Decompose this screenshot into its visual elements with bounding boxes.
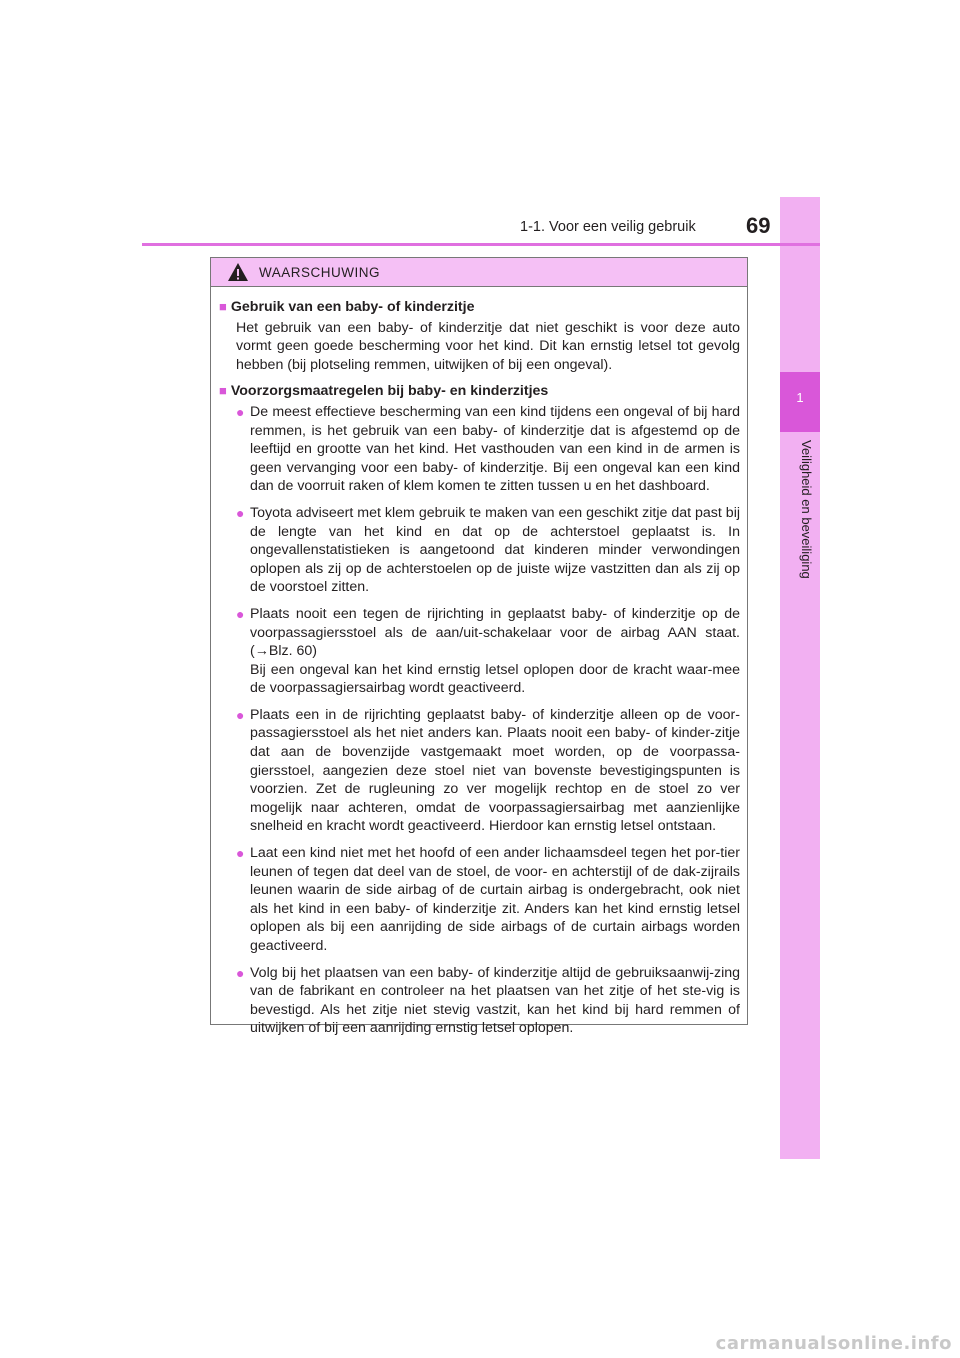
section-title-text: Gebruik van een baby- of kinderzitje [230,299,475,315]
section-paragraph: Het gebruik van een baby- of kinderzitje dat niet geschikt is voor deze auto vormt geen goede bescherming voor het kind. Dit kan ernstig letsel tot gevolg hebben (bij plotseling remmen, uitwijken of bij een ongeval). [236,319,740,373]
header-section-title: 1-1. Voor een veilig gebruik [520,219,696,235]
list-item-text [250,605,740,698]
list-item-text: De meest effectieve bescherming van een kind tijdens een ongeval of bij hard remmen, is het gebruik van een baby- of kinderzitje dat is afgestemd op de leeftijd en grootte van het kind. Het vasthouden van een kind in de armen is geen vervanging voor een baby- of kinderzitje. Bij een ongeval kan een kind dan de voorruit raken of klem komen te zitten tussen u en het dashboard. [250,403,740,495]
section-title-text: Voorzorgsmaatregelen bij baby- en kinderzitjes [230,383,549,400]
list-item [219,403,740,496]
list-item [219,605,740,698]
chapter-number: 1 [796,390,804,405]
section-title [219,382,740,401]
warning-triangle-icon [227,262,249,282]
dot-bullet-icon: ● [236,504,245,521]
list-item [219,844,740,956]
list-item [219,964,740,1038]
dot-bullet-icon: ● [236,706,245,723]
list-item-text-line: Bij een ongeval kan het kind ernstig letsel oplopen door de kracht waar-mee de voorpassagiersairbag wordt geactiveerd. [250,661,740,697]
side-tab [780,197,820,1159]
square-bullet-icon: ■ [219,299,227,314]
dot-bullet-icon: ● [236,964,245,981]
list-item-text: Toyota adviseert met klem gebruik te maken van een geschikt zitje dat past bij de lengte van het kind en dat op de achterstoel geplaatst is. In ongevallenstatistieken is aangetoond dat kinderen minder verwondingen oplopen als zij op de achterstoelen op de juiste wijze vastzitten dan als zij op de voorstoel zitten. [250,504,740,596]
warning-box [210,257,748,1037]
list-item-text: Volg bij het plaatsen van een baby- of kinderzitje altijd de gebruiksaanwij-zing van de fabrikant en controleer na het plaatsen van het zitje of het ste-vig is bevestigd. Als het zitje niet stevig vastzit, kan het kind bij hard remmen of uitwijken of bij een aanrijding ernstig letsel oplopen. [250,964,740,1037]
watermark: carmanualsonline.info [715,1333,952,1354]
chapter-title: Veiligheid en beveiliging [799,440,814,579]
list-item-text: Laat een kind niet met het hoofd of een ander lichaamsdeel tegen het por-tier leunen of tegen dat deel van de stoel, de voor- en achterstijl of de dak-zijrails leunen waarin de side airbag of de curtain airbag is ondergebracht, ook niet als het kind in een baby- of kinderzitje zit. Anders kan het kind ernstig letsel oplopen als bij een aanrijding de side airbags of de curtain airbags worden geactiveerd. [250,845,740,954]
page-number: 69 [746,213,771,238]
warning-header [211,258,747,287]
dot-bullet-icon: ● [236,845,245,862]
warning-body [211,287,747,1038]
list-item [219,504,740,597]
list-item-text-line: Plaats nooit een tegen de rijrichting in geplaatst baby- of kinderzitje op de voorpassagiersstoel als de aan/uit-schakelaar voor de airbag AAN staat. (→Blz. 60) [250,605,740,660]
dot-bullet-icon: ● [236,403,245,420]
dot-bullet-icon: ● [236,605,245,622]
warning-label: WAARSCHUWING [259,264,380,280]
list-item [219,706,740,836]
list-item-text: Plaats een in de rijrichting geplaatst baby- of kinderzitje alleen op de voor-passagiersstoel als het niet anders kan. Plaats nooit een baby- of kinder-zitje dat aan de bovenzijde vastgemaakt moet worden, op de voorpassa-giersstoel, aangezien deze stoel niet van bovenste bevestigingspunten is voorzien. Zet de rugleuning zo ver mogelijk rechtop en de stoel zo ver mogelijk naar achteren, omdat de voorpassagiersairbag met aanzienlijke snelheid en kracht wordt geactiveerd. Hierdoor kan ernstig letsel ontstaan. [250,706,740,835]
header-rule [142,243,820,246]
square-bullet-icon: ■ [219,383,227,399]
section-title [219,298,740,317]
